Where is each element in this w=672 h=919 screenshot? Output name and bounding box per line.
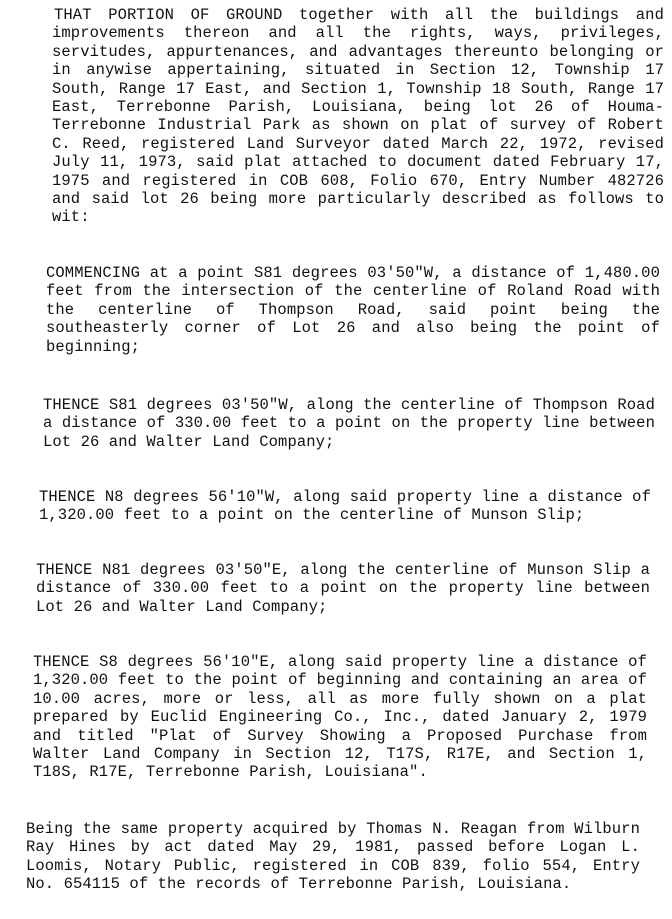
legal-description-paragraph: THAT PORTION OF GROUND together with all the buildings and improvements thereon and all the rights, ways, privileges, servitudes, appurtenances, and advantages thereunto belonging or in anywise appertaining, situated in Section 12, Township 17 South, Range 17 East, and Section 1, Township 18 South, Range 17 East, Terrebonne Parish, Louisiana, being lot 26 of Houma-Terrebonne Industrial Park as shown on plat of survey of Robert C. Reed, registered Land Surveyor dated March 22, 1972, revised July 11, 1973, said plat attached to document dated February 17, 1975 and registered in COB 608, Folio 670, Entry Number 482726 and said lot 26 being more particularly described as follows to wit: <box>52 6 664 227</box>
thence-course-1-paragraph: THENCE S81 degrees 03'50"W, along the centerline of Thompson Road a distance of 330.00 feet to a point on the property line between Lot 26 and Walter Land Company; <box>43 396 655 451</box>
commencing-paragraph: COMMENCING at a point S81 degrees 03'50"W, a distance of 1,480.00 feet from the intersection of the centerline of Roland Road with the centerline of Thompson Road, said point being the southeasterly corner of Lot 26 and also being the point of beginning; <box>46 264 660 356</box>
thence-course-2-paragraph: THENCE N8 degrees 56'10"W, along said property line a distance of 1,320.00 feet to a point on the centerline of Munson Slip; <box>39 488 651 525</box>
thence-course-4-paragraph: THENCE S8 degrees 56'10"E, along said property line a distance of 1,320.00 feet to the point of beginning and containing an area of 10.00 acres, more or less, all as more fully shown on a plat prepared by Euclid Engineering Co., Inc., dated January 2, 1979 and titled "Plat of Survey Showing a Proposed Purchase from Walter Land Company in Section 12, T17S, R17E, and Section 1, T18S, R17E, Terrebonne Parish, Louisiana". <box>33 653 647 782</box>
acquisition-paragraph: Being the same property acquired by Thomas N. Reagan from Wilburn Ray Hines by act dated May 29, 1981, passed before Logan L. Loomis, Notary Public, registered in COB 839, folio 554, Entry No. 654115 of the records of Terrebonne Parish, Louisiana. <box>26 820 640 894</box>
thence-course-3-paragraph: THENCE N81 degrees 03'50"E, along the centerline of Munson Slip a distance of 330.00 feet to a point on the property line between Lot 26 and Walter Land Company; <box>36 561 650 616</box>
